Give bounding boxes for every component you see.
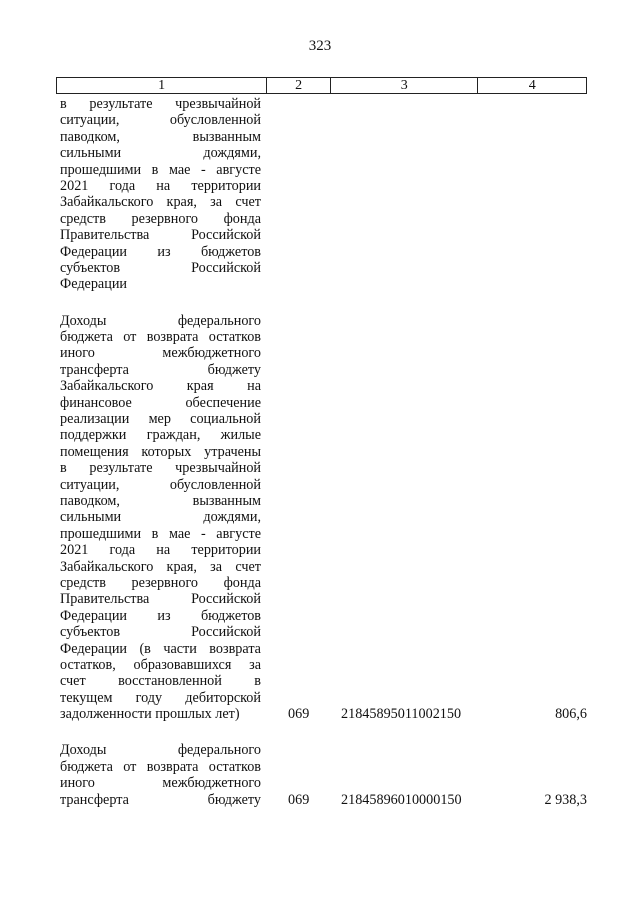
description-line: Забайкальского края на <box>60 378 261 395</box>
row-description <box>60 742 261 808</box>
description-line: субъектов Российской <box>60 624 261 641</box>
column-header-1: 1 <box>57 78 267 93</box>
table-row <box>60 742 587 808</box>
column-header-3: 3 <box>331 78 478 93</box>
description-line: Федерации из бюджетов <box>60 243 261 260</box>
description-line: иного межбюджетного <box>60 775 261 792</box>
description-line: Доходы федерального <box>60 312 261 329</box>
admin-code-cell: 069 <box>288 706 310 723</box>
description-line: трансферта бюджету <box>60 361 261 378</box>
description-line: прошедшими в мае - августе <box>60 525 261 542</box>
description-line: поддержки граждан, жилые <box>60 427 261 444</box>
column-header-2: 2 <box>267 78 331 93</box>
row-description <box>60 313 261 723</box>
description-line: иного межбюджетного <box>60 345 261 362</box>
description-line: 2021 года на территории <box>60 542 261 559</box>
amount-cell: 806,6 <box>555 706 587 723</box>
row-description <box>60 96 261 293</box>
description-line: реализации мер социальной <box>60 411 261 428</box>
description-line: средств резервного фонда <box>60 210 261 227</box>
column-header-4: 4 <box>528 78 536 93</box>
table-row <box>60 96 587 293</box>
description-line: финансовое обеспечение <box>60 394 261 411</box>
kbk-code-cell: 21845895011002150 <box>341 706 462 723</box>
description-line: прошедшими в мае - августе <box>60 161 261 178</box>
admin-code-cell: 069 <box>288 791 310 808</box>
description-line: Забайкальского края, за счет <box>60 194 261 211</box>
description-line: 2021 года на территории <box>60 177 261 194</box>
description-line: ситуации, обусловленной <box>60 476 261 493</box>
description-line: средств резервного фонда <box>60 574 261 591</box>
page-number: 323 <box>308 38 332 54</box>
description-line: сильными дождями, <box>60 145 261 162</box>
description-line: сильными дождями, <box>60 509 261 526</box>
table-body <box>60 96 587 828</box>
description-line: в результате чрезвычайной <box>60 460 261 477</box>
amount-cell: 2 938,3 <box>544 791 587 808</box>
description-line: Федерации <box>60 276 128 293</box>
description-line: помещения которых утрачены <box>60 443 261 460</box>
description-line: Правительства Российской <box>60 591 261 608</box>
table-row <box>60 313 587 723</box>
description-line: текущем году дебиторской <box>60 689 261 706</box>
kbk-code-cell: 21845896010000150 <box>341 791 462 808</box>
description-line: ситуации, обусловленной <box>60 112 261 129</box>
description-line: Забайкальского края, за счет <box>60 558 261 575</box>
description-line: счет восстановленной в <box>60 673 261 690</box>
description-line: паводком, вызванным <box>60 128 261 145</box>
description-line: остатков, образовавшихся за <box>60 656 261 673</box>
description-line: паводком, вызванным <box>60 492 261 509</box>
description-line: бюджета от возврата остатков <box>60 758 261 775</box>
description-line: Правительства Российской <box>60 227 261 244</box>
description-line: задолженности прошлых лет) <box>60 706 240 723</box>
description-line: Доходы федерального <box>60 742 261 759</box>
table-header-row <box>56 77 587 94</box>
description-line: Федерации из бюджетов <box>60 607 261 624</box>
description-line: субъектов Российской <box>60 259 261 276</box>
description-line: Федерации (в части возврата <box>60 640 261 657</box>
description-line: трансферта бюджету <box>60 791 261 808</box>
description-line: бюджета от возврата остатков <box>60 329 261 346</box>
description-line: в результате чрезвычайной <box>60 96 261 112</box>
